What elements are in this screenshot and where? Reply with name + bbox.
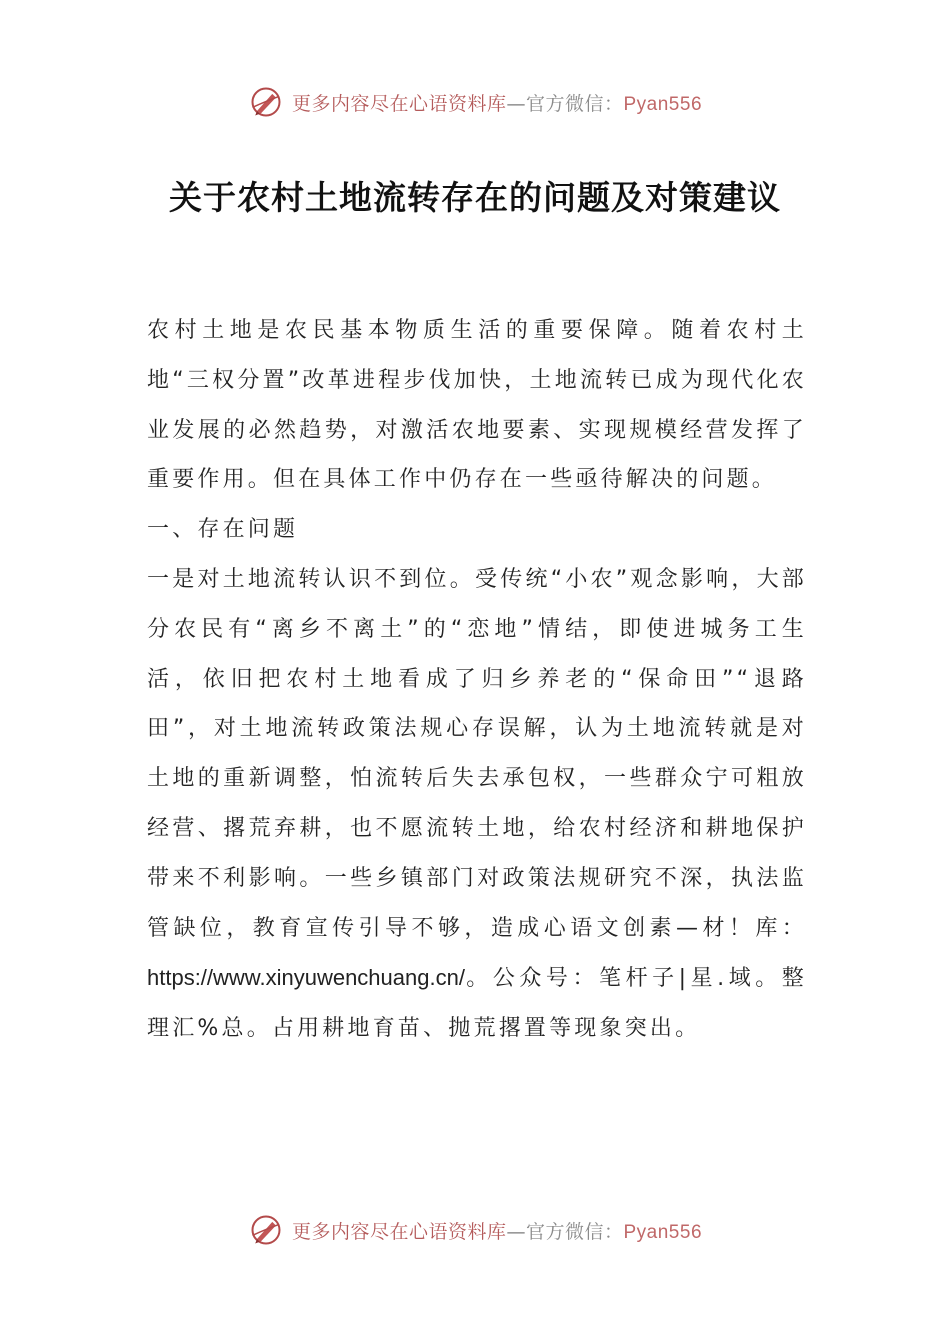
- document-title: 关于农村土地流转存在的问题及对策建议: [169, 178, 781, 217]
- document-body: [147, 306, 807, 1054]
- watermark-banner-top: [0, 80, 950, 124]
- watermark-dash: —: [506, 1220, 526, 1243]
- pen-logo-icon: [248, 84, 284, 120]
- watermark-site-name: 更多内容尽在心语资料库: [291, 1220, 507, 1243]
- watermark-site-name: 更多内容尽在心语资料库: [291, 92, 507, 115]
- section-heading-problems: 一、存在问题: [147, 517, 299, 543]
- problem-paragraph-1-text-b: 。公众号：笔杆子|星.域。整理汇%总。占用耕地育苗、抛荒撂置等现象突出。: [147, 966, 807, 1042]
- watermark-wechat-label: 官方微信：: [525, 1220, 624, 1243]
- watermark-wechat-id: Pyan556: [623, 93, 703, 115]
- watermark-text: [292, 1217, 702, 1244]
- pen-logo-icon: [248, 1212, 284, 1248]
- watermark-banner-bottom: [0, 1208, 950, 1252]
- watermark-wechat-label: 官方微信：: [525, 92, 624, 115]
- problem-paragraph-1: [147, 555, 807, 1054]
- problem-paragraph-1-text-a: 一是对土地流转认识不到位。受传统“小农”观念影响，大部分农民有“离乡不离土”的“恋地”情结，即使进城务工生活，依旧把农村土地看成了归乡养老的“保命田”“退路田”，对土地流转政策法规心存误解，认为土地流转就是对土地的重新调整，怕流转后失去承包权，一些群众宁可粗放经营、撂荒弃耕，也不愿流转土地，给农村经济和耕地保护带来不利影响。一些乡镇部门对政策法规研究不深，执法监管缺位，教育宣传引导不够，造成心语文创素—材！库：: [147, 566, 807, 941]
- watermark-dash: —: [506, 92, 526, 115]
- watermark-wechat-id: Pyan556: [623, 1221, 703, 1243]
- website-url: https://www.xinyuwenchuang.cn/: [147, 965, 465, 991]
- intro-paragraph: 农村土地是农民基本物质生活的重要保障。随着农村土地“三权分置”改革进程步伐加快，土地流转已成为现代化农业发展的必然趋势，对激活农地要素、实现规模经营发挥了重要作用。但在具体工作中仍存在一些亟待解决的问题。: [147, 318, 807, 493]
- watermark-text: [292, 89, 702, 116]
